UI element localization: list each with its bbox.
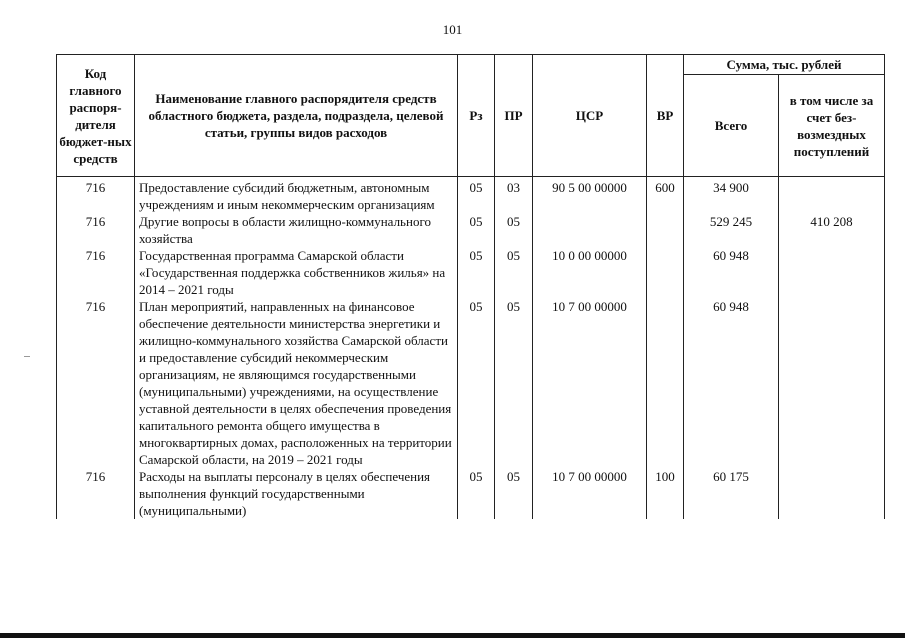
cell-name: Расходы на выплаты персоналу в целях обеспечения выполнения функций государственными (муниципальными): [135, 468, 458, 519]
cell-vr: [647, 247, 684, 298]
cell-gratuitous: [779, 177, 885, 214]
bottom-rule: [0, 633, 905, 638]
cell-csr: 10 7 00 00000: [533, 298, 647, 468]
cell-pr: 05: [495, 247, 533, 298]
cell-gratuitous: 410 208: [779, 213, 885, 247]
table-row: [57, 298, 885, 468]
header-csr: ЦСР: [533, 55, 647, 177]
cell-vr: [647, 213, 684, 247]
cell-rz: 05: [458, 247, 495, 298]
cell-vr: 600: [647, 177, 684, 214]
header-name: Наименование главного распорядителя средств областного бюджета, раздела, подраздела, целевой статьи, группы видов расходов: [135, 55, 458, 177]
cell-rz: 05: [458, 468, 495, 519]
cell-total: 529 245: [684, 213, 779, 247]
cell-name: Государственная программа Самарской области «Государственная поддержка собственников жилья» на 2014 – 2021 годы: [135, 247, 458, 298]
cell-gratuitous: [779, 298, 885, 468]
cell-vr: 100: [647, 468, 684, 519]
cell-code: 716: [57, 468, 135, 519]
cell-csr: 10 7 00 00000: [533, 468, 647, 519]
cell-pr: 03: [495, 177, 533, 214]
cell-name: Другие вопросы в области жилищно-коммунального хозяйства: [135, 213, 458, 247]
page-number: 101: [442, 22, 463, 37]
margin-mark: [24, 356, 30, 357]
table-row: [57, 213, 885, 247]
cell-gratuitous: [779, 468, 885, 519]
cell-code: 716: [57, 213, 135, 247]
cell-gratuitous: [779, 247, 885, 298]
budget-table: [56, 54, 885, 519]
cell-total: 34 900: [684, 177, 779, 214]
header-sum: Сумма, тыс. рублей: [684, 55, 885, 75]
header-total: Всего: [684, 75, 779, 177]
cell-vr: [647, 298, 684, 468]
cell-csr: 10 0 00 00000: [533, 247, 647, 298]
cell-rz: 05: [458, 298, 495, 468]
cell-rz: 05: [458, 213, 495, 247]
cell-csr: 90 5 00 00000: [533, 177, 647, 214]
cell-pr: 05: [495, 468, 533, 519]
cell-pr: 05: [495, 213, 533, 247]
table-row: [57, 177, 885, 214]
header-code: Код главного распоря-дителя бюджет-ных средств: [57, 55, 135, 177]
table-row: [57, 247, 885, 298]
cell-name: План мероприятий, направленных на финансовое обеспечение деятельности министерства энергетики и жилищно-коммунального хозяйства Самарской области и предоставление субсидий некоммерческим организациям, не являющимся государственными (муниципальными) учреждениями, на осуществление уставной деятельности в целях обеспечения проведения капитального ремонта общего имущества в многоквартирных домах, расположенных на территории Самарской области, на 2019 – 2021 годы: [135, 298, 458, 468]
header-vr: ВР: [647, 55, 684, 177]
cell-rz: 05: [458, 177, 495, 214]
cell-code: 716: [57, 247, 135, 298]
cell-name: Предоставление субсидий бюджетным, автономным учреждениям и иным некоммерческим организациям: [135, 177, 458, 214]
cell-code: 716: [57, 177, 135, 214]
cell-total: 60 948: [684, 247, 779, 298]
table-row: [57, 468, 885, 519]
header-gratuitous: в том числе за счет без-возмездных поступлений: [779, 75, 885, 177]
cell-code: 716: [57, 298, 135, 468]
header-rz: Рз: [458, 55, 495, 177]
header-pr: ПР: [495, 55, 533, 177]
cell-total: 60 948: [684, 298, 779, 468]
cell-pr: 05: [495, 298, 533, 468]
cell-total: 60 175: [684, 468, 779, 519]
cell-csr: [533, 213, 647, 247]
